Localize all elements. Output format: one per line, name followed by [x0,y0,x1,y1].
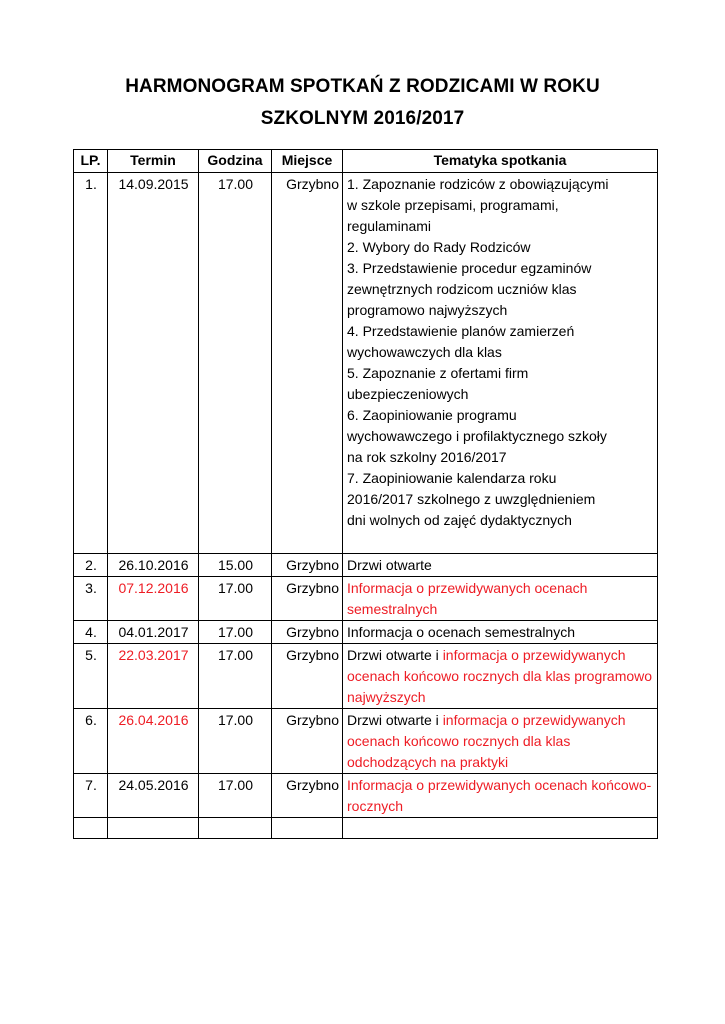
document-title-line-2: SZKOLNYM 2016/2017 [260,108,465,129]
cell-miejsce: Grzybno [272,774,343,818]
topic-line: 5. Zapoznanie z ofertami firm [347,365,529,381]
cell-empty [74,818,108,839]
cell-miejsce: Grzybno [272,621,343,644]
cell-godzina: 17.00 [199,644,272,709]
cell-tematyka [343,644,658,709]
cell-empty [343,818,658,839]
document-title-line-1: HARMONOGRAM SPOTKAŃ Z RODZICAMI W ROKU [125,76,600,97]
cell-termin: 24.05.2016 [108,774,199,818]
cell-lp: 4. [74,621,108,644]
topic-black-part: Drzwi otwarte i [347,647,443,663]
cell-lp: 5. [74,644,108,709]
cell-empty [272,818,343,839]
header-termin: Termin [108,150,199,173]
cell-tematyka: Drzwi otwarte [343,554,658,577]
topic-line: wychowawczego i profilaktycznego szkoły [347,428,607,444]
cell-tematyka: Informacja o ocenach semestralnych [343,621,658,644]
table-row [74,644,658,709]
topic-line: 4. Przedstawienie planów zamierzeń [347,323,575,339]
cell-termin: 26.10.2016 [108,554,199,577]
cell-godzina: 17.00 [199,709,272,774]
cell-lp: 7. [74,774,108,818]
cell-tematyka [343,173,658,554]
table-row [74,709,658,774]
topic-line: w szkole przepisami, programami, [347,197,559,213]
cell-tematyka: Informacja o przewidywanych ocenach końcowo-rocznych [343,774,658,818]
header-lp: LP. [74,150,108,173]
topic-line: ubezpieczeniowych [347,386,469,402]
topic-line: 6. Zaopiniowanie programu [347,407,517,423]
table-row-empty [74,818,658,839]
cell-miejsce: Grzybno [272,173,343,554]
topic-line: dni wolnych od zajęć dydaktycznych [347,512,572,528]
cell-termin: 26.04.2016 [108,709,199,774]
cell-lp: 2. [74,554,108,577]
header-godzina: Godzina [199,150,272,173]
topic-line: programowo najwyższych [347,302,508,318]
cell-termin: 14.09.2015 [108,173,199,554]
topic-line: 3. Przedstawienie procedur egzaminów [347,260,592,276]
cell-godzina: 17.00 [199,621,272,644]
topic-line: 7. Zaopiniowanie kalendarza roku [347,470,557,486]
cell-termin: 22.03.2017 [108,644,199,709]
cell-lp: 3. [74,577,108,621]
cell-godzina: 15.00 [199,554,272,577]
cell-tematyka [343,709,658,774]
header-tematyka: Tematyka spotkania [343,150,658,173]
cell-godzina: 17.00 [199,774,272,818]
table-row [74,621,658,644]
topic-line: na rok szkolny 2016/2017 [347,449,507,465]
cell-empty [108,818,199,839]
topic-red-part: informacja o przewidywanych ocenach końcowo rocznych dla klas programowo najwyższych [347,647,653,705]
topic-line: 1. Zapoznanie rodziców z obowiązującymi [347,176,609,192]
cell-lp: 1. [74,173,108,554]
cell-termin: 07.12.2016 [108,577,199,621]
topic-line: wychowawczych dla klas [347,344,502,360]
cell-termin: 04.01.2017 [108,621,199,644]
table-row [74,577,658,621]
cell-miejsce: Grzybno [272,577,343,621]
table-header-row [74,150,658,173]
cell-miejsce: Grzybno [272,644,343,709]
topic-black-part: Drzwi otwarte i [347,712,443,728]
topic-red-part: informacja o przewidywanych ocenach końcowo rocznych dla klas odchodzących na praktyki [347,712,626,770]
table-row [74,774,658,818]
cell-empty [199,818,272,839]
cell-miejsce: Grzybno [272,554,343,577]
cell-tematyka: Informacja o przewidywanych ocenach semestralnych [343,577,658,621]
cell-miejsce: Grzybno [272,709,343,774]
topic-line: regulaminami [347,218,432,234]
table-row [74,554,658,577]
cell-godzina: 17.00 [199,577,272,621]
table-row [74,173,658,554]
header-miejsce: Miejsce [272,150,343,173]
cell-godzina: 17.00 [199,173,272,554]
topic-line: 2016/2017 szkolnego z uwzględnieniem [347,491,596,507]
topic-line: 2. Wybory do Rady Rodziców [347,239,531,255]
cell-lp: 6. [74,709,108,774]
topic-line: zewnętrznych rodzicom uczniów klas [347,281,577,297]
meetings-schedule-table [73,149,658,839]
